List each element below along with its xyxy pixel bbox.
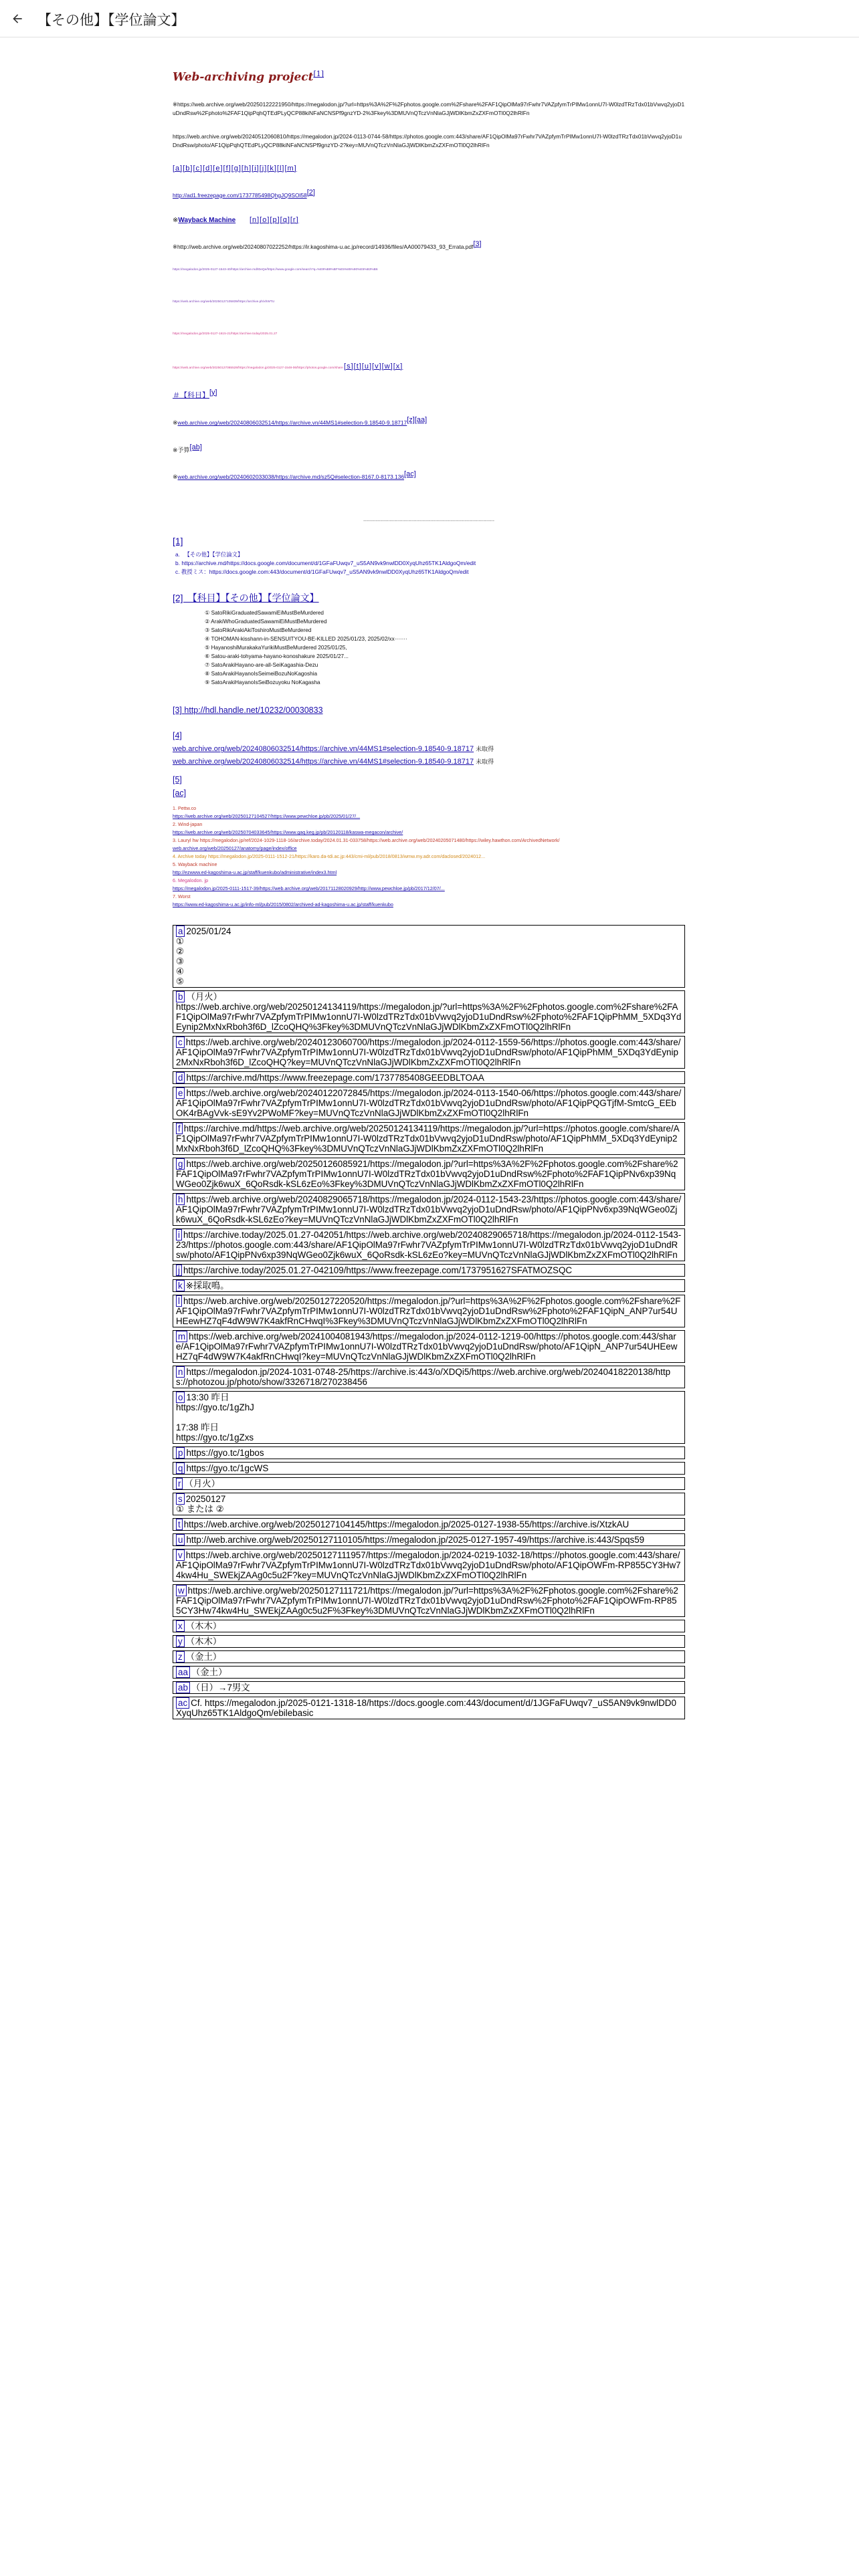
- footnote-box-label[interactable]: aa: [176, 1667, 190, 1678]
- list-text: 【その他】【学位論文】: [181, 551, 244, 558]
- footnote-box-label[interactable]: c: [176, 1037, 185, 1048]
- footnote-box: [173, 1620, 685, 1632]
- footnote-box-line: （金土）: [191, 1667, 227, 1678]
- footnote-ref-y[interactable]: [y]: [209, 388, 217, 397]
- footnote-box-line: https://web.archive.org/web/20250127111957/https://megalodon.jp/2024-0219-1032-18/https://photos.google.com:443/share/AF1QipOlMa97rFwhr7VAZpfymTrPIMw1onnU7I-W0lzdTRzTdx01bVwvq2yjoD1uDndRsw/photo/AF1QipOWFm-RP855CY3Hw74kw4Hu_SWEkjZAAg0c5u2F?key=MUVnQTczVnNlaGJjWDlKbmZxZXFmOTl0Q2lhRlFn: [176, 1550, 681, 1581]
- list-item: ⑤ HayanoshiMurakakaYurikiMustBeMurdered 2025/01/25,: [205, 645, 347, 651]
- colored-link-line[interactable]: https://web.archive.org/web/20250127104527/https://www.pewchloe.jp/pb/2025/01/27/...: [173, 813, 361, 820]
- footnote-box-label[interactable]: n: [176, 1366, 185, 1378]
- page-title: 【その他】【学位論文】: [37, 13, 185, 28]
- micro-link-2[interactable]: https://web.archive.org/web/20250127105839/https://archive.ph/xhWTU: [173, 300, 275, 304]
- section-4-row-1: [173, 744, 685, 753]
- footnote-box-label[interactable]: w: [176, 1585, 187, 1596]
- footnote-box: [173, 1477, 685, 1490]
- kaisetsu-link[interactable]: ＃【科目】: [173, 391, 209, 400]
- footnote-box-line: （月火）: [184, 1479, 221, 1489]
- section-4-row-2: [173, 757, 685, 766]
- footnote-box: [173, 1391, 685, 1444]
- reference-index-row: [173, 165, 685, 173]
- micro-link-4[interactable]: https://web.archive.org/web/20250127065528/https://megalodon.jp/2025-0127-1548-06/https://photos.google.com/share: [173, 366, 343, 370]
- archive-url-2: https://web.archive.org/web/20240512060810/https://megalodon.jp/2024-0113-0744-58/https://photos.google.com:443/share/AF1QipOlMa97rFwhr7VAZpfymTrPIMw1onnU7I-W0lzdTRzTdx01bVwvq2yjoD1uDndRsw/photo/AF1QipPqhQTEdPLyQCP88kiNFaNCNSPf9gnzYD-2?key=MUVnQTczVnNlaGJjWDlKbmZxZXFmOTl0Q2lhRlFn: [173, 132, 682, 148]
- footnote-ref-3[interactable]: [3]: [473, 239, 482, 248]
- footnote-box-label[interactable]: q: [176, 1463, 185, 1474]
- budget-row: [173, 443, 685, 454]
- list-item: ④ TOHOMAN-kisshann-in-SENSUITYOU-BE-KILLED 2025/01/23, 2025/02/xx·······: [205, 636, 407, 643]
- archive-link-row-1: [173, 416, 685, 427]
- footnote-box: [173, 1193, 685, 1226]
- list-item: ⑧ SatoArakiHayanoIsSeimeiBozuNoKagoshia: [205, 671, 317, 677]
- footnote-box-line: Cf. https://megalodon.jp/2025-0121-1318-18/https://docs.google.com:443/document/d/1JGFaFUwqv7_uS5AN9vk9nwlDD0XyqUhz65TK1AldgoQm/ebilebasic: [176, 1698, 676, 1719]
- colored-link-line[interactable]: 5. Wayback machine: [173, 861, 217, 868]
- footnote-box: [173, 1330, 685, 1363]
- section-1-list: [173, 550, 685, 576]
- footnote-box-line: ②: [176, 946, 185, 957]
- footnote-box-label[interactable]: y: [176, 1636, 185, 1647]
- section-1-item[interactable]: [175, 550, 685, 559]
- footnote-box-label[interactable]: r: [176, 1478, 183, 1489]
- footnote-box: [173, 1264, 685, 1277]
- footnote-box-label[interactable]: ab: [176, 1682, 190, 1693]
- list-bullet: a.: [175, 551, 180, 558]
- footnote-box: [173, 1295, 685, 1327]
- colored-link-line[interactable]: https://www.ed-kagoshima-u.ac.jp/info-ml/pub/2015/0802/archived-ad-kagoshima-u.ac.jp/staff/kuenkubo: [173, 901, 393, 908]
- footnote-ref-2[interactable]: [2]: [306, 188, 315, 197]
- section-4-link-2[interactable]: web.archive.org/web/20240806032514/https://archive.vn/44MS1#selection-9.18540-9.18717: [173, 758, 474, 766]
- footnote-box: [173, 1533, 685, 1546]
- section-1-item[interactable]: [175, 559, 685, 568]
- footnote-box: [173, 1493, 685, 1515]
- footnote-box-line: https://gyo.tc/1gbos: [186, 1448, 264, 1459]
- micro-row-4: [173, 364, 685, 371]
- footnote-box-line: https://gyo.tc/1gZxs: [176, 1432, 254, 1443]
- footnote-box-label[interactable]: i: [176, 1229, 182, 1241]
- section-3-row: [173, 706, 685, 715]
- freezepage-row: [173, 189, 685, 200]
- footnote-box: [173, 1158, 685, 1190]
- kaisetsu-row: [173, 389, 685, 401]
- footnote-box-line: https://gyo.tc/1gcWS: [186, 1463, 269, 1474]
- not-acquired-tag: 未取得: [476, 758, 494, 766]
- section-divider: ------------------------------------------------------------------------------------: [363, 519, 494, 524]
- footnote-box-line: ① または ②: [176, 1504, 224, 1515]
- wayback-row: [173, 216, 685, 224]
- wayback-prefix: ※: [173, 216, 179, 224]
- footnote-box: [173, 1122, 685, 1155]
- footnote-box-line: ④: [176, 966, 185, 977]
- footnote-box-line: ⑤: [176, 976, 185, 987]
- footnote-box-line: （木木）: [185, 1621, 222, 1632]
- footnote-box-label[interactable]: z: [176, 1651, 185, 1662]
- footnote-box-line: 17:38 昨日: [176, 1422, 219, 1433]
- footnote-box: [173, 1681, 685, 1694]
- footnote-box: [173, 1366, 685, 1388]
- footnote-box-line: http://web.archive.org/web/20250127110105/https://megalodon.jp/2025-0127-1957-49/https://archive.is:443/Spqs59: [186, 1535, 645, 1545]
- footnote-ref-ac[interactable]: [ac]: [404, 470, 416, 479]
- kagoshima-row: [173, 240, 685, 251]
- archive-link-1-prefix: ※: [173, 419, 178, 427]
- kagoshima-errata-url: ※http://web.archive.org/web/20240807022252/https://ir.kagoshima-u.ac.jp/record/14936/files/AA00079433_93_Errata.pdf: [173, 243, 474, 250]
- footnote-box-line: https://gyo.tc/1gZhJ: [176, 1402, 254, 1413]
- footnote-box-line: https://web.archive.org/web/20250126085921/https://megalodon.jp/?url=https%3A%2F%2Fphotos.google.com%2Fshare%2FAF1QipOlMa97rFwhr7VAZpfymTrPIMw1onnU7I-W0lzdTRzTdx01bVwvq2yjoD1uDndRsw%2Fphoto%2FAF1QipPNv6xp39NqWGeo0Zjk6wuX_6QoRsdk-kSL6zEo%3Fkey%3DMUVnQTczVnNlaGJjWDlKbmZxZXFmOTl0Q2lhRlFn: [176, 1159, 678, 1190]
- wayback-machine-link[interactable]: Wayback Machine: [178, 216, 236, 224]
- colored-link-line[interactable]: https://web.archive.org/web/20250704033645/https://www.gaq.keg.jp/pb/20120118/kaswa-megacon/archive/: [173, 829, 403, 836]
- list-item: ⑨ SatoArakiHayanoIsSeiBozuyoku NoKagasha: [205, 679, 320, 686]
- footnote-box: [173, 1446, 685, 1459]
- list-text: 教授ミス：https://docs.google.com:443/document/d/1GFaFUwqv7_uS5AN9vk9nwlDD0XyqUhz65TK1AldgoQm/edit: [181, 568, 469, 576]
- archive-link-3-prefix: ※: [173, 473, 178, 481]
- footnote-box: [173, 1549, 685, 1582]
- not-acquired-tag: 未取得: [476, 746, 494, 753]
- footnote-box: [173, 1584, 685, 1617]
- colored-link-line[interactable]: 1. Pettw.co: [173, 805, 197, 812]
- footnote-box-label[interactable]: d: [176, 1072, 185, 1083]
- footnote-boxes: [173, 925, 685, 1719]
- footnote-box-line: （日）→7男文: [191, 1683, 250, 1693]
- list-text: https://archive.md/https://docs.google.com/document/d/1GFaFUwqv7_uS5AN9vk9nwlDD0XyqUhz65TK1AldgoQm/edit: [181, 560, 476, 567]
- colored-link-line[interactable]: 4. Archive today https://megalodon.jp/2025-0111-1512-21/https://karo.da-tdi.ac.jp:443/cmi-ml/pub/2018/0813/wmw.my.adr.com/daclosed/2024012...: [173, 853, 486, 860]
- footnote-box-label[interactable]: e: [176, 1087, 185, 1099]
- colored-link-line[interactable]: 7. Worst: [173, 893, 191, 900]
- colored-link-line[interactable]: 6. Megalodon. jp: [173, 877, 209, 884]
- colored-link-line[interactable]: 2. Wind-japan: [173, 821, 203, 828]
- footnote-box-label[interactable]: h: [176, 1194, 185, 1205]
- footnote-box-line: https://web.archive.org/web/20250127111721/https://megalodon.jp/?url=https%3A%2F%2Fphotos.google.com%2Fshare%2FAF1QipOlMa97rFwhr7VAZpfymTrPIMw1onnU7I-W0lzdTRzTdx01bVwvq2yjoD1uDndRsw%2Fphoto%2FAF1QipOWFm-RP855CY3Hw74kw4Hu_SWEkjZAAg0c5u2F%3Fkey%3DMUVnQTczVnNlaGJjWDlKbmZxZXFmOTl0Q2lhRlFn: [176, 1586, 678, 1616]
- footnote-box: [173, 1228, 685, 1261]
- footnote-box-line: ※採取鳴。: [185, 1281, 229, 1291]
- footnote-box-line: ③: [176, 956, 185, 967]
- section-1-item[interactable]: [175, 568, 685, 576]
- list-item: ③ SatoRikiArakiAkiToshiroMustBeMurdered: [205, 627, 312, 634]
- footnote-box-label[interactable]: l: [176, 1295, 182, 1307]
- document-body: [173, 64, 685, 1722]
- footnote-box: [173, 1462, 685, 1475]
- footnote-box-label[interactable]: j: [176, 1265, 182, 1276]
- handle-link[interactable]: http://hdl.handle.net/10232/00030833: [184, 706, 323, 716]
- list-bullet: c.: [175, 568, 180, 576]
- footnote-box-line: https://megalodon.jp/2024-1031-0748-25/https://archive.is:443/o/XDQi5/https://web.archive.org/web/20240418220138/https://photozou.jp/photo/show/3326718/270238456: [176, 1367, 671, 1388]
- budget-label: ※予算: [173, 447, 190, 454]
- footnote-box: [173, 925, 685, 988]
- footnote-box-line: （金土）: [185, 1652, 222, 1662]
- top-app-bar: [0, 0, 859, 37]
- project-title: Web-archiving project: [173, 70, 314, 84]
- footnote-box: [173, 1036, 685, 1069]
- footnote-box: [173, 1635, 685, 1648]
- section-3-heading[interactable]: [3]: [173, 706, 182, 716]
- wayback-refs[interactable]: [n][o][p][q][r]: [249, 215, 299, 224]
- footnote-ref-ab[interactable]: [ab]: [189, 443, 202, 452]
- section-2-list: [205, 609, 685, 687]
- footnote-box-line: https://web.archive.org/web/20240829065718/https://megalodon.jp/2024-0112-1543-23/https://photos.google.com:443/share/AF1QipOlMa97rFwhr7VAZpfymTrPIMw1onnU7I-W0lzdTRzTdx01bVwvq2yjoD1uDndRsw/photo/AF1QipPNv6xp39NqWGeo0Zjk6wuX_6QoRsdk-kSL6zEo?key=MUVnQTczVnNlaGJjWDlKbmZxZXFmOTl0Q2lhRlFn: [176, 1194, 682, 1225]
- section-1-heading[interactable]: [1]: [173, 536, 183, 547]
- footnote-box-line: （月火）: [186, 992, 223, 1002]
- footnote-box-label[interactable]: o: [176, 1392, 185, 1403]
- list-item: ⑥ Satou-araki-tohyama-hayano-konoshakure 2025/01/27...: [205, 653, 349, 660]
- footnote-box-label[interactable]: x: [176, 1620, 185, 1632]
- list-bullet: b.: [175, 560, 180, 567]
- footnote-box-label[interactable]: u: [176, 1534, 185, 1545]
- footnote-box-label[interactable]: t: [176, 1519, 183, 1530]
- colored-link-list: [173, 804, 685, 909]
- footnote-box-line: 13:30 昨日: [186, 1392, 229, 1403]
- footnote-box-line: https://archive.md/https://www.freezepage.com/1737785408GEEDBLTOAA: [186, 1073, 484, 1083]
- colored-link-line[interactable]: http://ezwww.ed-kagoshima-u.ac.jp/staff/kuenkubo/administrative/index3.html: [173, 869, 337, 876]
- back-button[interactable]: [7, 8, 28, 29]
- footnote-ref-1[interactable]: [1]: [313, 70, 324, 78]
- footnote-box-label[interactable]: f: [176, 1123, 183, 1134]
- footnote-box-line: https://archive.today/2025.01.27-042109/https://www.freezepage.com/1737951627SFATMOZSQC: [183, 1265, 573, 1276]
- section-4-link-1[interactable]: web.archive.org/web/20240806032514/https://archive.vn/44MS1#selection-9.18540-9.18717: [173, 745, 474, 754]
- archive-link-1[interactable]: web.archive.org/web/20240806032514/https://archive.vn/44MS1#selection-9.18540-9.18717: [177, 419, 407, 427]
- footnote-box-line: https://archive.today/2025.01.27-042051/https://web.archive.org/web/20240829065718/https://megalodon.jp/2024-0112-1543-23/https://photos.google.com:443/share/AF1QipOlMa97rFwhr7VAZpfymTrPIMw1onnU7I-W0lzdTRzTdx01bVwvq2yjoD1uDndRsw/photo/AF1QipPNv6xp39NqWGeo0Zjk6wuX_6QoRsdk-kSL6zEo?key=MUVnQTczVnNlaGJjWDlKbmZxZXFmOTl0Q2lhRlFn: [176, 1230, 682, 1261]
- footnote-box-label[interactable]: v: [176, 1549, 185, 1561]
- archive-url-1: ※https://web.archive.org/web/20250122221950/https://megalodon.jp/?url=https%3A%2F%2Fphotos.google.com%2Fshare%2FAF1QipOlMa97rFwhr7VAZpfymTrPIMw1onnU7I-W0lzdTRzTdx01bVwvq2yjoD1uDndRsw%2Fphoto%2FAF1QipPqhQTEdPLyQCP88kiNFaNCNSPf9gnzYD-2%3Fkey%3DMUVnQTczVnNlaGJjWDlKbmZxZXFmOTl0Q2lhRlFn: [173, 100, 685, 116]
- freezepage-link[interactable]: http://ad1.freezepage.com/1737785498QhgJQ9SOl58: [173, 191, 307, 199]
- micro-link-1[interactable]: https://megalodon.jp/2025-0127-1543-40/https://archive.md/t0eQe/https://www.google.com/search?q=%E9%B9%BF%E5%85%90%E5%B3%B6: [173, 267, 378, 272]
- footnote-box-line: （木木）: [185, 1636, 222, 1647]
- archive-link-3[interactable]: web.archive.org/web/20240602033038/https://archive.md/sz5Q#selection-8167.0-8173.136: [177, 473, 405, 481]
- footnote-box-line: https://web.archive.org/web/20250127220520/https://megalodon.jp/?url=https%3A%2F%2Fphotos.google.com%2Fshare%2FAF1QipOlMa97rFwhr7VAZpfymTrPIMw1onnU7I-W0lzdTRzTdx01bVwvq2yjoD1uDndRsw%2Fphoto%2FAF1QipN_ANP7ur54UHEewHZ7qF4dW9W7K4akfRnCHwqI%3Fkey%3DMUVnQTczVnNlaGJjWDlKbmZxZXFmOTl0Q2lhRlFn: [176, 1296, 681, 1327]
- footnote-box-label[interactable]: p: [176, 1447, 185, 1459]
- footnote-box-line: https://web.archive.org/web/20241004081943/https://megalodon.jp/2024-0112-1219-00/https://photos.google.com:443/share/AF1QipOlMa97rFwhr7VAZpfymTrPIMw1onnU7I-W0lzdTRzTdx01bVwvq2yjoD1uDndRsw/photo/AF1QipN_ANP7ur54UHEewHZ7qF4dW9W7K4akfRnCHwqI?key=MUVnQTczVnNlaGJjWDlKbmZxZXFmOTl0Q2lhRlFn: [176, 1331, 678, 1362]
- arrow-back-icon: [11, 12, 24, 25]
- footnote-box-line: 2025/01/24: [186, 926, 231, 937]
- footnote-box-line: [176, 1412, 179, 1422]
- list-item: ⑦ SatoArakiHayano-are-all-SeiKagashia-Dezu: [205, 662, 318, 669]
- footnote-box-label[interactable]: a: [176, 926, 185, 937]
- footnote-box: [173, 1697, 685, 1719]
- section-4-heading[interactable]: [4]: [173, 731, 182, 741]
- footnote-box-line: https://web.archive.org/web/20240123060700/https://megalodon.jp/2024-0112-1559-56/https://photos.google.com:443/share/AF1QipOlMa97rFwhr7VAZpfymTrPIMw1onnU7I-W0lzdTRzTdx01bVwvq2yjoD1uDndRsw/photo/AF1QipPhMM_5XDq3YdEynip2MxNxRboh3f6D_lZcoQHQ?key=MUVnQTczVnNlaGJjWDlKbmZxZXFmOTl0Q2lhRlFn: [176, 1037, 681, 1068]
- section-ac-heading[interactable]: [ac]: [173, 788, 187, 798]
- footnote-box-label[interactable]: g: [176, 1158, 185, 1170]
- colored-link-line[interactable]: 3. Lauryl hw https://megalodon.jp/ref/2024-1029-1118-16/archive.today/2024.01.31-033758/https://web.archive.org/web/20240205071480/https://wiley.hawthon.com/ArchivedNetwork/: [173, 837, 560, 844]
- footnote-box-line: https://web.archive.org/web/20250124134119/https://megalodon.jp/?url=https%3A%2F%2Fphotos.google.com%2Fshare%2FAF1QipOlMa97rFwhr7VAZpfymTrPIMw1onnU7I-W0lzdTRzTdx01bVwvq2yjoD1uDndRsw%2Fphoto%2FAF1QipPhMM_5XDq3YdEynip2MxNxRboh3f6D_lZcoQHQ%3Fkey%3DMUVnQTczVnNlaGJjWDlKbmZxZXFmOTl0Q2lhRlFn: [176, 1002, 682, 1033]
- footnote-box: [173, 1666, 685, 1679]
- footnote-box-label[interactable]: s: [176, 1493, 185, 1505]
- section-2-heading[interactable]: [2] 【科目】【その他】【学位論文】: [173, 593, 319, 604]
- colored-link-line[interactable]: web.archive.org/web/20250127/anatomy/page/index/office: [173, 845, 297, 852]
- list-item: ② ArakiWhoGraduatedSawamiEiMustBeMurdered: [205, 619, 327, 625]
- footnote-box: [173, 1071, 685, 1084]
- archive-link-row-3: [173, 470, 685, 481]
- colored-link-line[interactable]: https://megalodon.jp/2025-0111-1517-39/https://web.archive.org/web/20171128020929/http://www.pewchloe.jp/pb/2017/12/07/...: [173, 885, 445, 892]
- footnote-box-label[interactable]: k: [176, 1280, 185, 1291]
- list-item: ① SatoRikiGraduatedSawamiEiMustBeMurdered: [205, 610, 324, 617]
- footnote-box-label[interactable]: b: [176, 991, 185, 1002]
- footnote-box-label[interactable]: m: [176, 1331, 187, 1342]
- footnote-box-line: https://web.archive.org/web/20240122072845/https://megalodon.jp/2024-0113-1540-06/https://photos.google.com:443/share/AF1QipOlMa97rFwhr7VAZpfymTrPIMw1onnU7I-W0lzdTRzTdx01bVwvq2yjoD1uDndRsw/photo/AF1QipPQGTjfM-SmtcG_EEbOK4rBAgVvk-sE9Yv2PWoMF?key=MUVnQTczVnNlaGJjWDlKbmZxZXFmOTl0Q2lhRlFn: [176, 1088, 682, 1119]
- footnote-box-line: https://archive.md/https://web.archive.org/web/20250124134119/https://megalodon.jp/?url=https://photos.google.com/share/AF1QipOlMa97rFwhr7VAZpfymTrPIMw1onnU7I-W0lzdTRzTdx01bVwvq2yjoD1uDndRsw/photo/AF1QipPhMM_5XDq3YdEynip2MxNxRboh3f6D_lZcoQHQ%3Fkey%3DMUVnQTczVnNlaGJjWDlKbmZxZXFmOTl0Q2lhRlFn: [176, 1123, 680, 1154]
- project-heading: [173, 70, 685, 84]
- footnote-box: [173, 1087, 685, 1119]
- footnote-box: [173, 1279, 685, 1292]
- micro-refs[interactable]: [s][t][u][v][w][x]: [344, 362, 403, 370]
- footnote-box-line: ①: [176, 936, 185, 947]
- section-5-heading[interactable]: [5]: [173, 775, 182, 785]
- footnote-box: [173, 1650, 685, 1663]
- footnote-box: [173, 1518, 685, 1531]
- footnote-box-line: https://web.archive.org/web/20250127104145/https://megalodon.jp/2025-0127-1938-55/https://archive.is/XtzkAU: [183, 1519, 630, 1530]
- footnote-box: [173, 990, 685, 1033]
- footnote-box-label[interactable]: ac: [176, 1697, 189, 1709]
- footnote-box-line: 20250127: [185, 1494, 226, 1505]
- reference-index-links[interactable]: [a][b][c][d][e][f][g][h][i][j][k][l][m]: [173, 164, 297, 173]
- micro-link-3[interactable]: https://megalodon.jp/2025-0127-1615-21/https://archive.today/2025.01.27: [173, 332, 278, 336]
- footnote-ref-z-aa[interactable]: [z][aa]: [407, 416, 427, 425]
